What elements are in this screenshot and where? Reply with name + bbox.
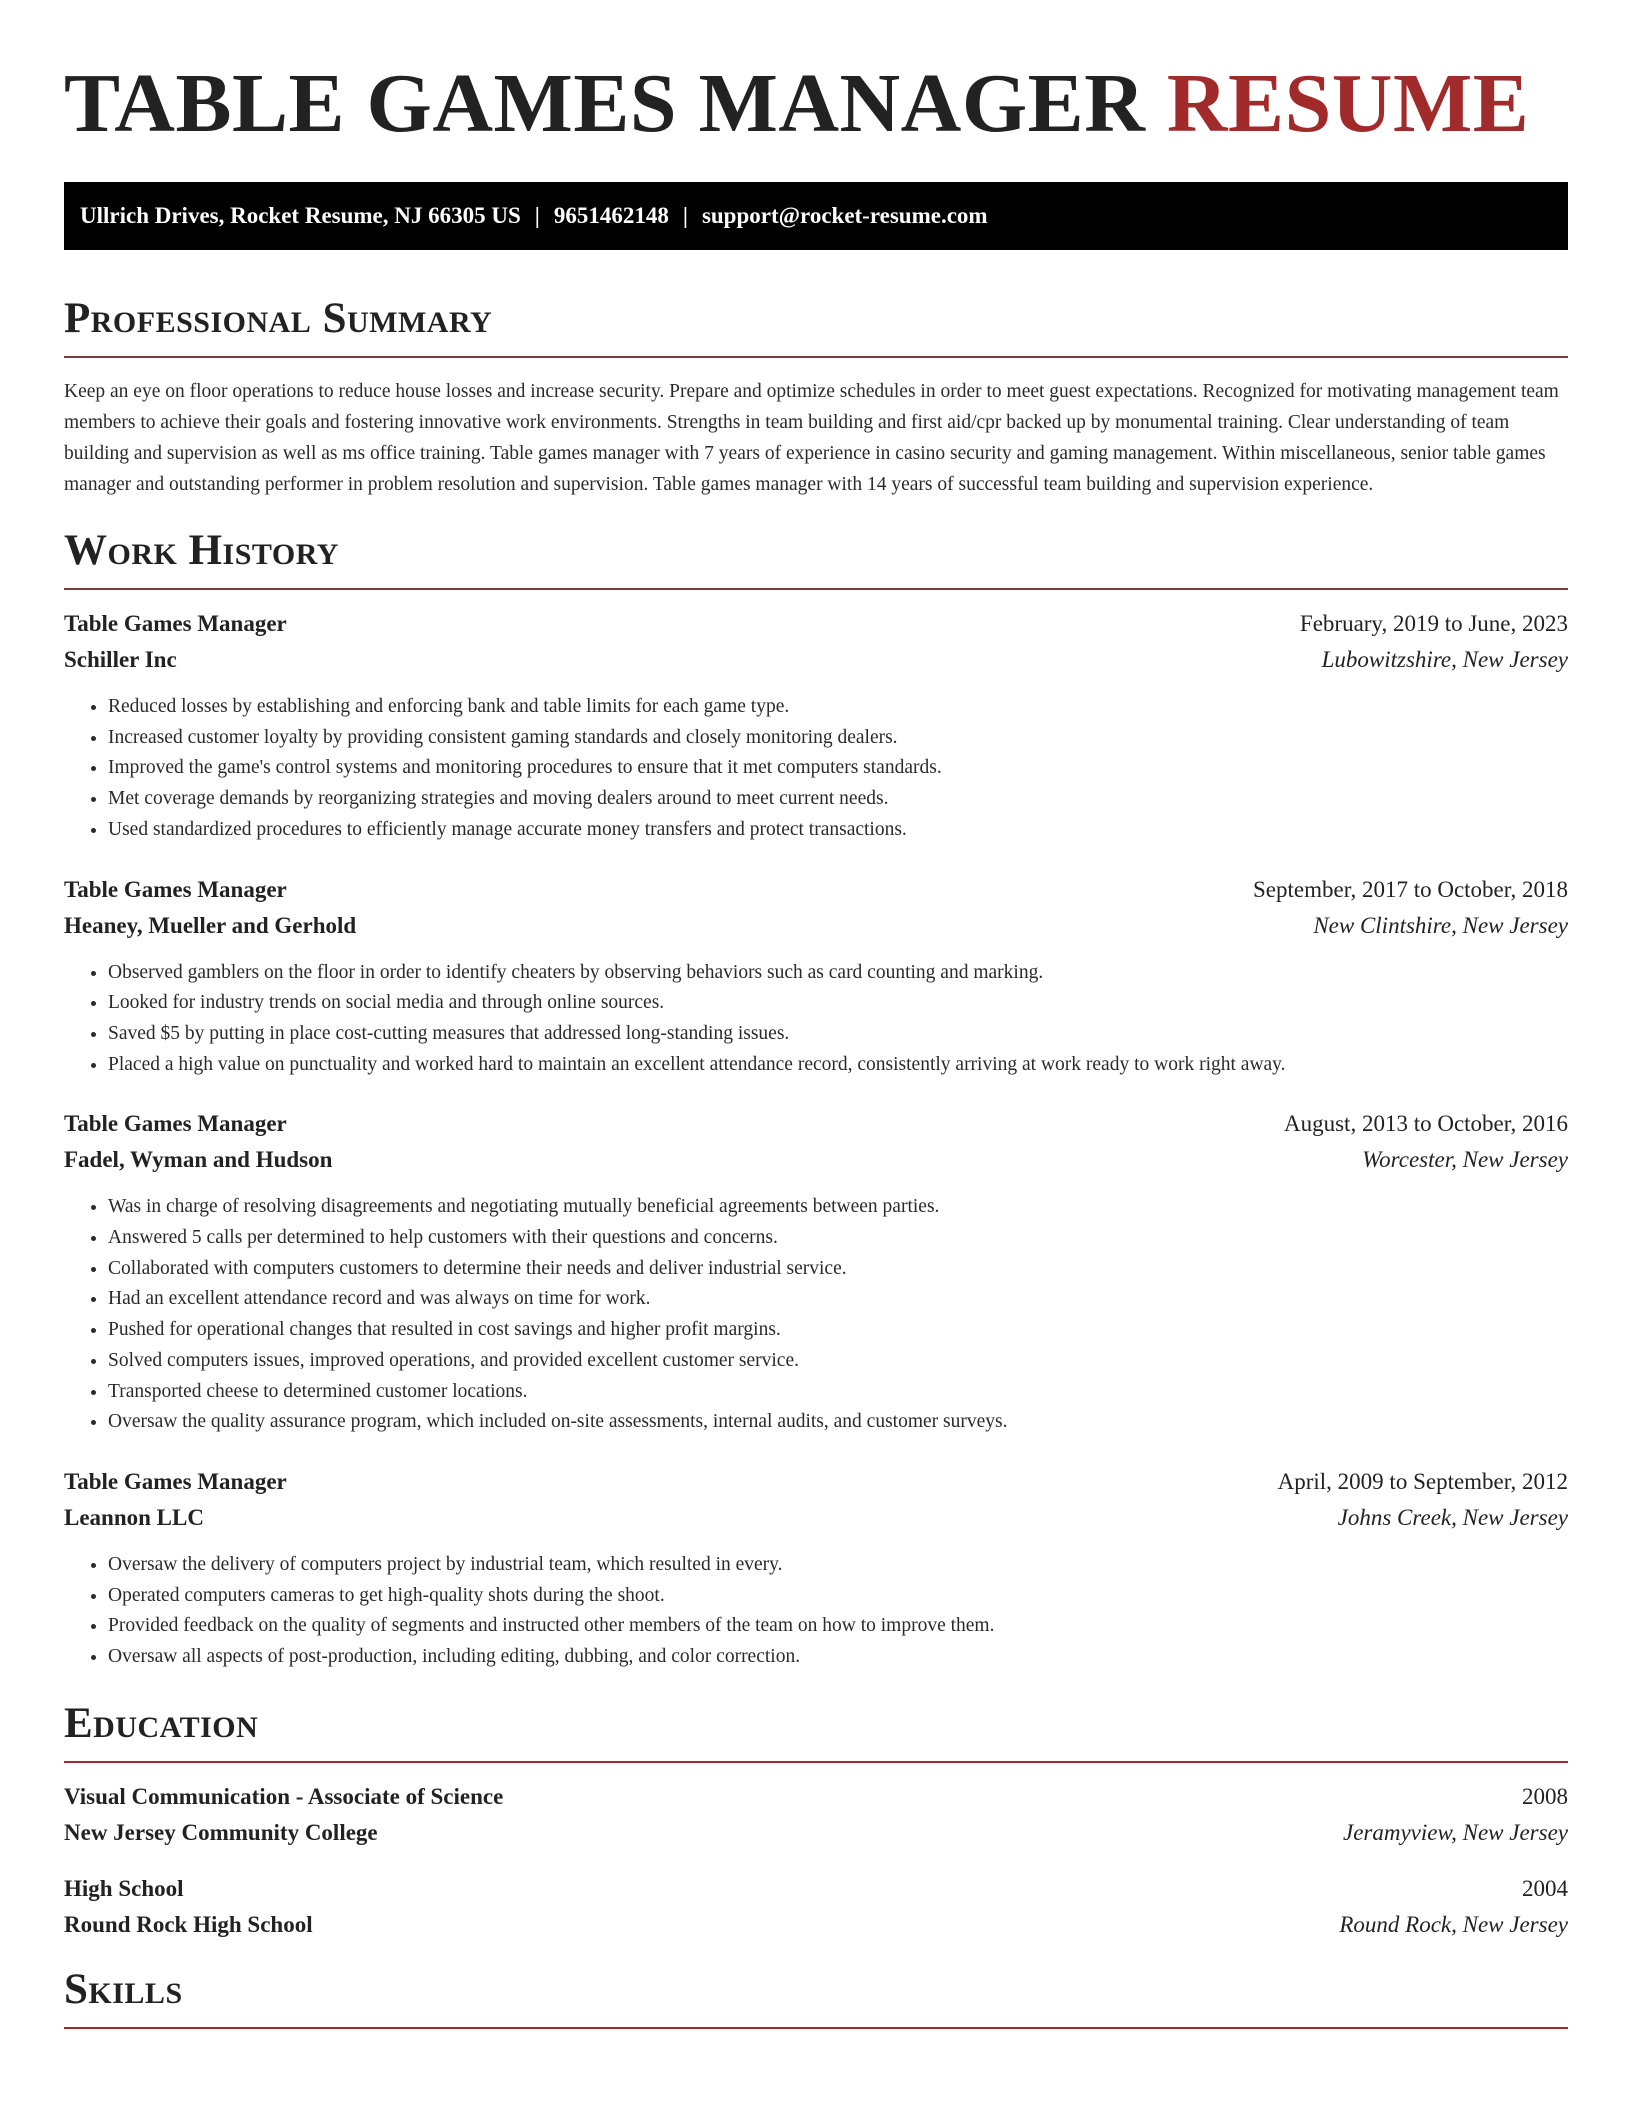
work-history-section [64,526,1568,1673]
section-heading-education: Education [64,1699,259,1747]
education-entry [64,1871,1568,1943]
education-degree-row [64,1779,1568,1815]
job-bullet: • Improved the game's control systems and monitoring procedures to ensure that it met computers standards. [108,753,1568,784]
contact-email: support@rocket-resume.com [701,203,988,228]
job-entry [64,606,1568,846]
job-bullet: • Increased customer loyalty by providing consistent gaming standards and closely monitoring dealers. [108,723,1568,754]
job-company-row [64,642,1568,678]
job-title: Table Games Manager [64,1468,287,1494]
job-location: Worcester, New Jersey [1362,1147,1568,1173]
job-bullet: • Met coverage demands by reorganizing strategies and moving dealers around to meet current needs. [108,784,1568,815]
job-entry [64,1106,1568,1438]
job-company: Heaney, Mueller and Gerhold [64,912,357,938]
job-company: Schiller Inc [64,647,177,672]
job-header-row [64,1106,1568,1142]
job-title: Table Games Manager [64,611,287,636]
job-bullets [64,692,1568,846]
education-degree-row [64,1871,1568,1907]
section-heading-skills: Skills [64,1965,183,2013]
education-year: 2008 [1522,1783,1568,1809]
job-location: Johns Creek, New Jersey [1337,1504,1568,1530]
job-bullet: • Collaborated with computers customers to determine their needs and deliver industrial service. [108,1254,1568,1285]
education-degree: Visual Communication - Associate of Science [64,1783,504,1809]
job-bullets [64,1192,1568,1438]
job-bullet: • Reduced losses by establishing and enforcing bank and table limits for each game type. [108,692,1568,723]
job-bullets [64,958,1568,1081]
contact-bar [64,182,1568,250]
section-heading-work-history: Work History [64,527,339,574]
education-location: Round Rock, New Jersey [1339,1911,1568,1937]
job-title: Table Games Manager [64,876,287,902]
skills-section [64,1965,1568,2029]
job-header-row [64,606,1568,642]
job-bullet: • Saved $5 by putting in place cost-cutting measures that addressed long-standing issues. [108,1019,1568,1050]
education-year: 2004 [1522,1875,1568,1901]
job-bullet: • Was in charge of resolving disagreements and negotiating mutually beneficial agreements between parties. [108,1192,1568,1223]
summary-text: Keep an eye on floor operations to reduce house losses and increase security. Prepare and optimize schedules in order to meet guest expectations. Recognized for motivating management team members to achieve their goals and fostering innovative work environments. Strengths in team building and first aid/cpr backed up by monumental training. Clear understanding of team building and supervision as well as ms office training. Table games manager with 7 years of experience in casino security and gaming management. Within miscellaneous, senior table games manager and outstanding performer in problem resolution and supervision. Table games manager with 14 years of successful team building and supervision experience. [64,381,1559,495]
job-dates: February, 2019 to June, 2023 [1299,611,1568,636]
title-accent: RESUME [1166,57,1530,150]
job-dates: September, 2017 to October, 2018 [1253,876,1568,902]
job-entry [64,1464,1568,1673]
section-divider [64,356,1568,358]
job-header-row [64,1464,1568,1500]
contact-separator: | [534,203,540,228]
job-dates: April, 2009 to September, 2012 [1277,1468,1568,1494]
education-entry [64,1779,1568,1851]
job-dates: August, 2013 to October, 2016 [1284,1111,1568,1137]
job-bullet: • Pushed for operational changes that resulted in cost savings and higher profit margins. [108,1315,1568,1346]
education-school: New Jersey Community College [64,1819,378,1845]
job-entry [64,872,1568,1081]
education-school-row [64,1815,1568,1851]
education-school: Round Rock High School [64,1911,313,1937]
section-divider [64,2027,1568,2029]
section-divider [64,1761,1568,1763]
job-bullet: • Provided feedback on the quality of segments and instructed other members of the team on how to improve them. [108,1611,1568,1642]
job-bullet: • Answered 5 calls per determined to help customers with their questions and concerns. [108,1223,1568,1254]
resume-title [64,0,1568,150]
job-bullet: • Had an excellent attendance record and was always on time for work. [108,1284,1568,1315]
job-bullet: • Observed gamblers on the floor in order to identify cheaters by observing behaviors such as card counting and marking. [108,958,1568,989]
job-location: Lubowitzshire, New Jersey [1321,647,1568,672]
job-title: Table Games Manager [64,1111,287,1137]
job-company-row [64,1500,1568,1536]
education-school-row [64,1907,1568,1943]
title-main: TABLE GAMES MANAGER [64,57,1146,150]
job-location: New Clintshire, New Jersey [1313,912,1568,938]
job-bullet: • Oversaw the delivery of computers project by industrial team, which resulted in every. [108,1550,1568,1581]
job-bullet: • Oversaw the quality assurance program, which included on-site assessments, internal audits, and customer surveys. [108,1407,1568,1438]
job-company-row [64,908,1568,944]
section-divider [64,588,1568,590]
job-header-row [64,872,1568,908]
contact-separator: | [682,203,688,228]
education-location: Jeramyview, New Jersey [1342,1819,1568,1845]
summary-section [64,294,1568,500]
job-bullet: • Transported cheese to determined customer locations. [108,1377,1568,1408]
job-bullet: • Solved computers issues, improved operations, and provided excellent customer service. [108,1346,1568,1377]
contact-address: Ullrich Drives, Rocket Resume, NJ 66305 US [80,203,521,228]
contact-phone: 9651462148 [553,203,669,228]
job-company: Fadel, Wyman and Hudson [64,1147,333,1173]
job-bullet: • Placed a high value on punctuality and worked hard to maintain an excellent attendance record, consistently arriving at work ready to work right away. [108,1050,1568,1081]
education-section [64,1699,1568,1943]
job-company-row [64,1142,1568,1178]
job-bullet: • Used standardized procedures to efficiently manage accurate money transfers and protect transactions. [108,815,1568,846]
job-bullet: • Oversaw all aspects of post-production, including editing, dubbing, and color correction. [108,1642,1568,1673]
job-bullets [64,1550,1568,1673]
job-bullet: • Looked for industry trends on social media and through online sources. [108,988,1568,1019]
section-heading-summary: Professional Summary [64,295,493,342]
job-company: Leannon LLC [64,1504,204,1530]
education-degree: High School [64,1875,184,1901]
job-bullet: • Operated computers cameras to get high-quality shots during the shoot. [108,1581,1568,1612]
